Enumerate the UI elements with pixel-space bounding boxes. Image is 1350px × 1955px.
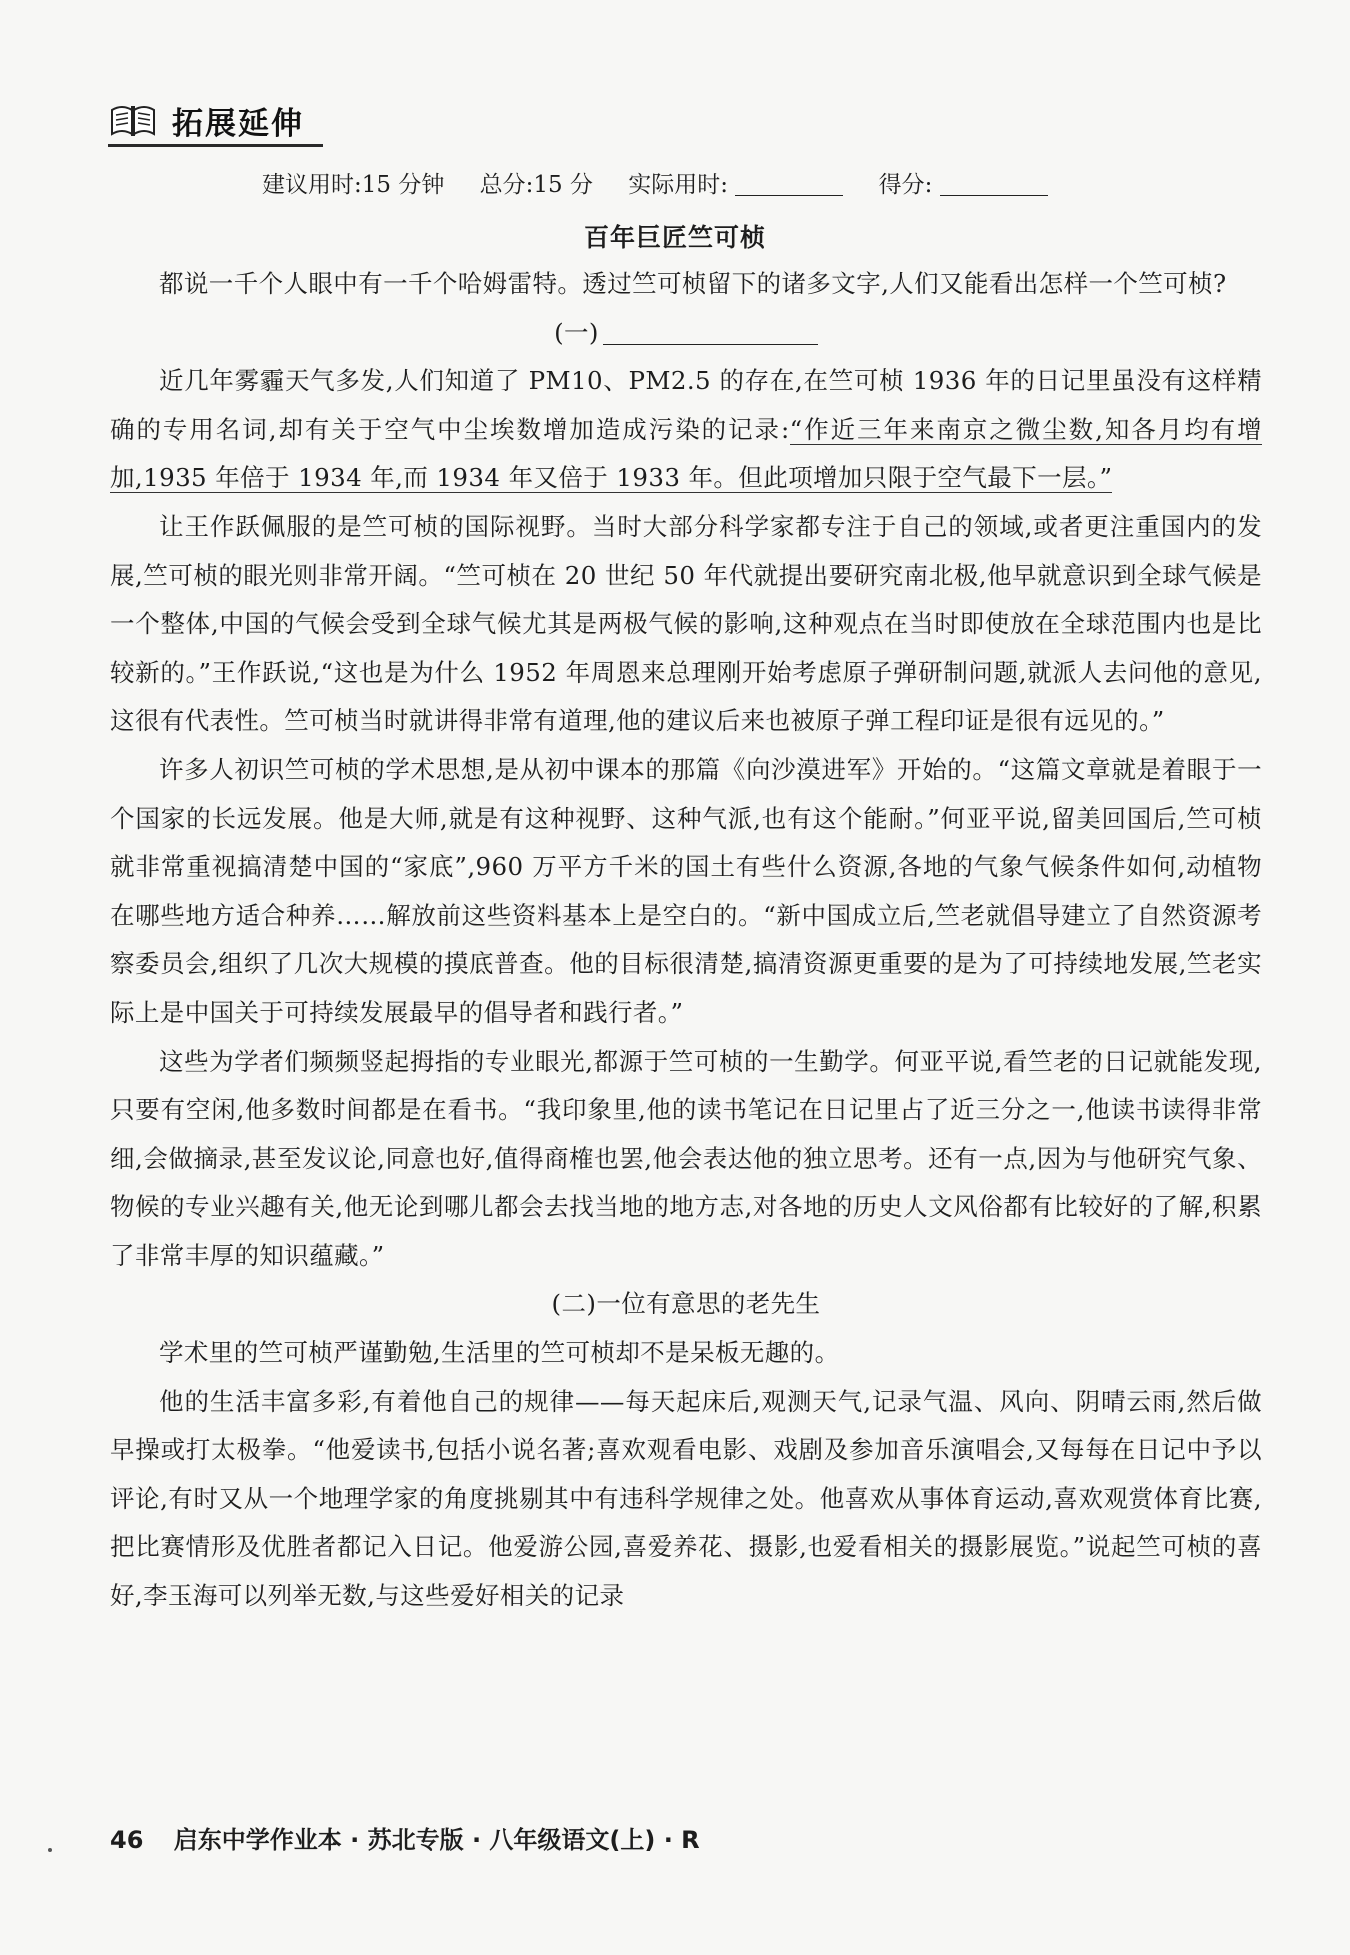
book-title: 启东中学作业本 · 苏北专版 · 八年级语文(上) · R bbox=[173, 1826, 700, 1854]
paragraph: 许多人初识竺可桢的学术思想,是从初中课本的那篇《向沙漠进军》开始的。“这篇文章就是着眼于一个国家的长远发展。他是大师,就是有这种视野、这种气派,也有这个能耐。”何亚平说,留美回国后,竺可桢就非常重视搞清楚中国的“家底”,960 万平方千米的国土有些什么资源,各地的气象气候条件如何,动植物在哪些地方适合种养……解放前这些资料基本上是空白的。“新中国成立后,竺老就倡导建立了自然资源考察委员会,组织了几次大规模的摸底普查。他的目标很清楚,搞清资源更重要的是为了可持续地发展,竺老实际上是中国关于可持续发展最早的倡导者和践行者。” bbox=[110, 754, 1262, 1027]
paragraph: 让王作跃佩服的是竺可桢的国际视野。当时大部分科学家都专注于自己的领域,或者更注重国内的发展,竺可桢的眼光则非常开阔。“竺可桢在 20 世纪 50 年代就提出要研究南北极,他早就意识到全球气候是一个整体,中国的气候会受到全球气候尤其是两极气候的影响,这种观点在当时即使放在全球范围内也是比较新的。”王作跃说,“这也是为什么 1952 年周恩来总理刚开始考虑原子弹研制问题,就派人去问他的意见,这很有代表性。竺可桢当时就讲得非常有道理,他的建议后来也被原子弹工程印证是很有远见的。” bbox=[110, 511, 1262, 736]
article-title: 百年巨匠竺可桢 bbox=[583, 223, 766, 252]
part1-heading-blank[interactable] bbox=[603, 322, 818, 345]
section-header bbox=[108, 96, 323, 147]
suggested-time: 建议用时:15 分钟 bbox=[262, 172, 445, 198]
intro-paragraph: 都说一千个人眼中有一千个哈姆雷特。透过竺可桢留下的诸多文字,人们又能看出怎样一个竺可桢? bbox=[159, 269, 1227, 298]
paragraph: 学术里的竺可桢严谨勤勉,生活里的竺可桢却不是呆板无趣的。 bbox=[159, 1338, 840, 1368]
section-title: 拓展延伸 bbox=[172, 106, 304, 142]
meta-line bbox=[262, 166, 1122, 199]
article-body bbox=[110, 260, 1262, 1621]
underlined-quote: “作近三年来南京之微尘数,知各月均有增加,1935 年倍于 1934 年,而 1934 年又倍于 1933 年。但此项增加只限于空气最下一层。” bbox=[110, 414, 1262, 493]
part1-heading bbox=[110, 309, 1262, 358]
page-number: 46 bbox=[110, 1826, 144, 1854]
actual-time-label: 实际用时: bbox=[628, 172, 729, 198]
page-footer bbox=[110, 1820, 1260, 1855]
part2-heading: (二)一位有意思的老先生 bbox=[551, 1289, 821, 1319]
paragraph: 他的生活丰富多彩,有着他自己的规律——每天起床后,观测天气,记录气温、风向、阴晴云雨,然后做早操或打太极拳。“他爱读书,包括小说名著;喜欢观看电影、戏剧及参加音乐演唱会,又每每在日记中予以评论,有时又从一个地理学家的角度挑剔其中有违科学规律之处。他喜欢从事体育运动,喜欢观赏体育比赛,把比赛情形及优胜者都记入日记。他爱游公园,喜爱养花、摄影,也爱看相关的摄影展览。”说起竺可桢的喜好,李玉海可以列举无数,与这些爱好相关的记录 bbox=[110, 1386, 1262, 1611]
part1-heading-text: (一) bbox=[554, 317, 599, 347]
open-book-icon bbox=[110, 102, 156, 138]
paragraph-text: 近几年雾霾天气多发,人们知道了 PM10、PM2.5 的存在,在竺可桢 1936 年的日记里虽没有这样精确的专用名词,却有关于空气中尘埃数增加造成污染的记录: bbox=[110, 366, 1262, 444]
actual-time-blank[interactable] bbox=[735, 173, 843, 196]
total-score: 总分:15 分 bbox=[479, 172, 593, 198]
score-label: 得分: bbox=[878, 172, 933, 198]
score-blank[interactable] bbox=[940, 173, 1048, 196]
margin-dot bbox=[48, 1848, 52, 1852]
paragraph: 这些为学者们频频竖起拇指的专业眼光,都源于竺可桢的一生勤学。何亚平说,看竺老的日记就能发现,只要有空闲,他多数时间都是在看书。“我印象里,他的读书笔记在日记里占了近三分之一,他读书读得非常细,会做摘录,甚至发议论,同意也好,值得商榷也罢,他会表达他的独立思考。还有一点,因为与他研究气象、物候的专业兴趣有关,他无论到哪儿都会去找当地的地方志,对各地的历史人文风俗都有比较好的了解,积累了非常丰厚的知识蕴藏。” bbox=[110, 1046, 1262, 1270]
paragraph bbox=[110, 357, 1262, 503]
